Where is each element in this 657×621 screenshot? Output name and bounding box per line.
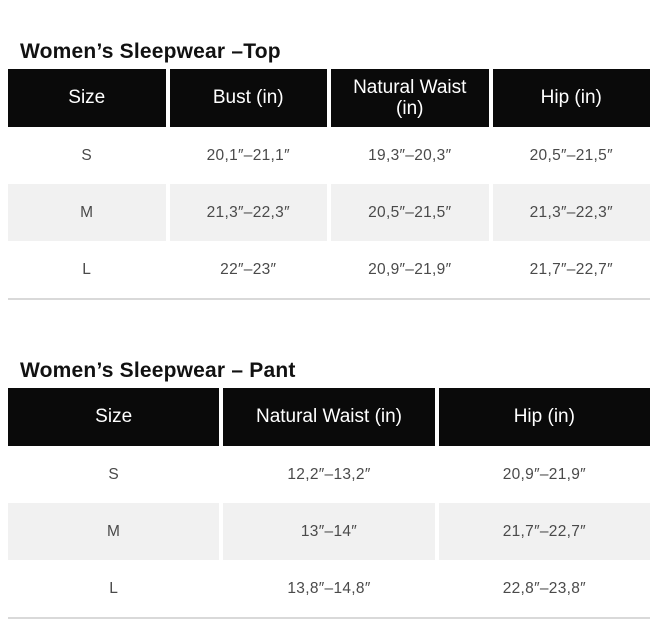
table-row	[8, 560, 650, 617]
table-title: Women’s Sleepwear – Pant	[20, 359, 296, 382]
size-chart-table	[8, 388, 650, 619]
column-header: Bust (in)	[170, 69, 328, 127]
column-header: Hip (in)	[439, 388, 650, 446]
table-row	[8, 127, 650, 184]
column-header: Natural Waist (in)	[331, 69, 489, 127]
measurement-cell: 21,3″–22,3″	[170, 184, 328, 241]
size-cell: M	[8, 184, 166, 241]
measurement-cell: 20,5″–21,5″	[331, 184, 489, 241]
column-header: Natural Waist (in)	[223, 388, 434, 446]
table-row	[8, 446, 650, 503]
table-title: Women’s Sleepwear –Top	[20, 40, 281, 63]
measurement-cell: 20,9″–21,9″	[331, 241, 489, 298]
measurement-cell: 20,5″–21,5″	[493, 127, 651, 184]
column-header: Size	[8, 69, 166, 127]
measurement-cell: 21,7″–22,7″	[493, 241, 651, 298]
measurement-cell: 20,9″–21,9″	[439, 446, 650, 503]
measurement-cell: 12,2″–13,2″	[223, 446, 434, 503]
measurement-cell: 21,7″–22,7″	[439, 503, 650, 560]
measurement-cell: 22″–23″	[170, 241, 328, 298]
size-cell: L	[8, 560, 219, 617]
measurement-cell: 21,3″–22,3″	[493, 184, 651, 241]
size-chart-section-1	[0, 359, 657, 619]
table-header-row	[8, 69, 650, 127]
measurement-cell: 19,3″–20,3″	[331, 127, 489, 184]
table-bottom-divider	[8, 617, 650, 619]
measurement-cell: 20,1″–21,1″	[170, 127, 328, 184]
size-cell: S	[8, 127, 166, 184]
size-cell: M	[8, 503, 219, 560]
column-header: Hip (in)	[493, 69, 651, 127]
measurement-cell: 13″–14″	[223, 503, 434, 560]
table-header-row	[8, 388, 650, 446]
column-header: Size	[8, 388, 219, 446]
table-row	[8, 503, 650, 560]
size-cell: S	[8, 446, 219, 503]
measurement-cell: 22,8″–23,8″	[439, 560, 650, 617]
table-bottom-divider	[8, 298, 650, 300]
measurement-cell: 13,8″–14,8″	[223, 560, 434, 617]
size-cell: L	[8, 241, 166, 298]
size-chart-section-0	[0, 40, 657, 300]
table-row	[8, 184, 650, 241]
table-row	[8, 241, 650, 298]
size-chart-table	[8, 69, 650, 300]
